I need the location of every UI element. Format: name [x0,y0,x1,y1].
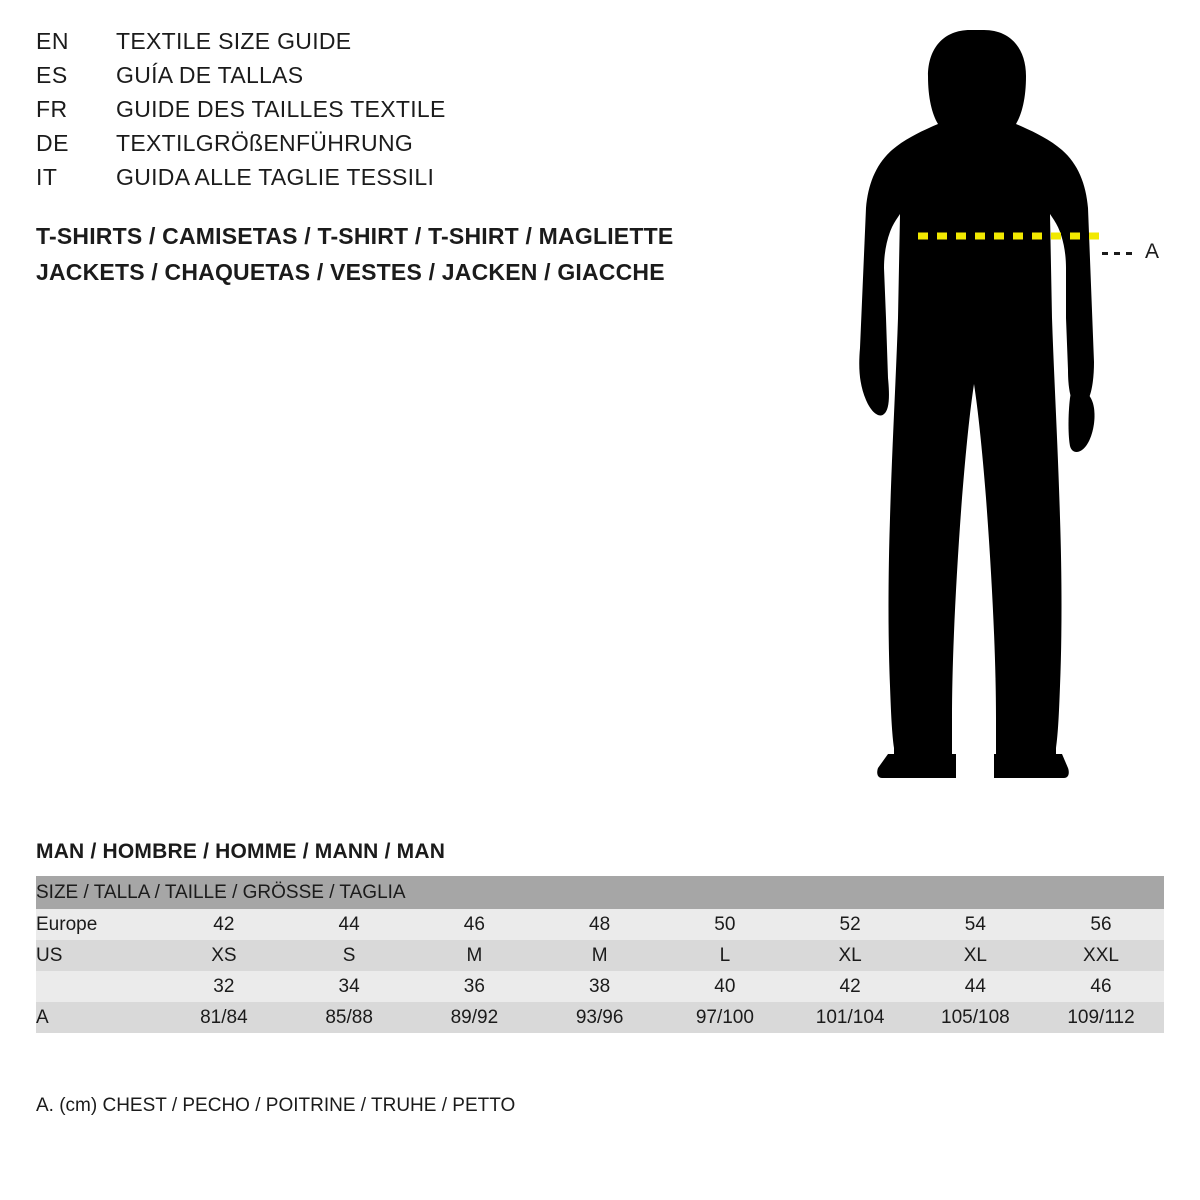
cell-europe-5: 52 [788,909,913,940]
language-code-es: ES [36,62,68,88]
table-row [36,940,1164,971]
category-block [36,218,816,290]
cell-a-3: 93/96 [537,1002,662,1033]
cell-europe-1: 44 [287,909,412,940]
row-label-a: A [36,1002,161,1033]
cell-europe-2: 46 [412,909,537,940]
language-row-fr [36,96,736,130]
cell-europe-0: 42 [161,909,286,940]
cell-europe-4: 50 [662,909,787,940]
language-row-it [36,164,736,198]
row-label-numeric [36,971,161,1002]
measure-label-a: A [1145,240,1160,263]
language-code-it: IT [36,164,58,190]
cell-numeric-7: 46 [1038,971,1164,1002]
cell-europe-6: 54 [913,909,1038,940]
size-table [36,876,1164,1033]
cell-us-6: XL [913,940,1038,971]
cell-numeric-1: 34 [287,971,412,1002]
cell-a-2: 89/92 [412,1002,537,1033]
language-row-de [36,130,736,164]
language-code-en: EN [36,28,69,54]
language-row-es [36,62,736,96]
category-line-tshirts: T-SHIRTS / CAMISETAS / T-SHIRT / T-SHIRT / MAGLIETTE [36,223,674,249]
language-code-fr: FR [36,96,68,122]
cell-numeric-6: 44 [913,971,1038,1002]
cell-numeric-3: 38 [537,971,662,1002]
size-table-section [36,840,1164,1033]
cell-numeric-5: 42 [788,971,913,1002]
cell-a-7: 109/112 [1038,1002,1164,1033]
table-section-title: MAN / HOMBRE / HOMME / MANN / MAN [36,840,446,863]
cell-a-0: 81/84 [161,1002,286,1033]
measure-leader-line [1102,252,1138,255]
cell-numeric-4: 40 [662,971,787,1002]
cell-a-4: 97/100 [662,1002,787,1033]
cell-us-4: L [662,940,787,971]
language-text-fr: GUIDE DES TAILLES TEXTILE [116,96,446,122]
language-text-en: TEXTILE SIZE GUIDE [116,28,352,54]
man-silhouette-icon [820,18,1180,788]
body-figure [820,18,1180,788]
cell-us-2: M [412,940,537,971]
cell-numeric-0: 32 [161,971,286,1002]
cell-us-1: S [287,940,412,971]
table-row [36,909,1164,940]
cell-numeric-2: 36 [412,971,537,1002]
table-row [36,1002,1164,1033]
footnote-chest: A. (cm) CHEST / PECHO / POITRINE / TRUHE / PETTO [36,1095,516,1116]
cell-us-5: XL [788,940,913,971]
table-row [36,971,1164,1002]
language-text-es: GUÍA DE TALLAS [116,62,304,88]
category-line-jackets: JACKETS / CHAQUETAS / VESTES / JACKEN / GIACCHE [36,259,665,285]
language-text-de: TEXTILGRÖßENFÜHRUNG [116,130,414,156]
language-header-block [36,28,736,198]
cell-us-3: M [537,940,662,971]
cell-us-7: XXL [1038,940,1164,971]
table-header-label: SIZE / TALLA / TAILLE / GRÖSSE / TAGLIA [36,876,1164,909]
table-header-row [36,876,1164,909]
cell-a-1: 85/88 [287,1002,412,1033]
cell-us-0: XS [161,940,286,971]
cell-a-5: 101/104 [788,1002,913,1033]
cell-europe-3: 48 [537,909,662,940]
language-text-it: GUIDA ALLE TAGLIE TESSILI [116,164,435,190]
language-code-de: DE [36,130,69,156]
language-row-en [36,28,736,62]
row-label-europe: Europe [36,909,161,940]
row-label-us: US [36,940,161,971]
cell-a-6: 105/108 [913,1002,1038,1033]
cell-europe-7: 56 [1038,909,1164,940]
